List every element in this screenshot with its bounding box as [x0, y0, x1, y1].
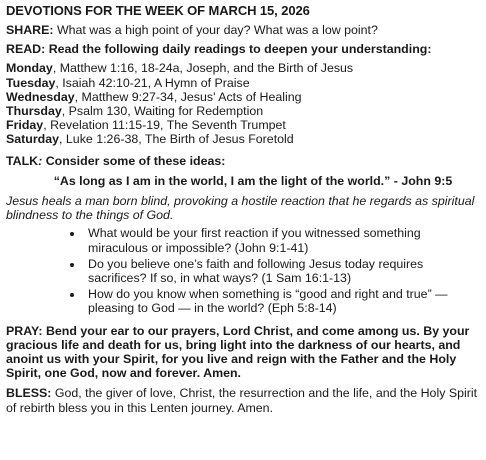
- reading-text: , Revelation 11:15-19, The Seventh Trumpet: [43, 118, 286, 133]
- discussion-questions: [6, 226, 480, 315]
- reading-item: [6, 132, 480, 146]
- talk-text: Consider some of these ideas:: [42, 153, 226, 168]
- read-section: [6, 42, 480, 56]
- talk-section: [6, 154, 480, 168]
- quote-text: “As long as I am in the world, I am the light of the world.”: [53, 173, 391, 188]
- reading-item: [6, 90, 480, 104]
- reading-item: [6, 76, 480, 90]
- reading-text: , Matthew 1:16, 18-24a, Joseph, and the Birth of Jesus: [52, 61, 354, 76]
- pray-label: PRAY:: [6, 323, 43, 338]
- read-text: Read the following daily readings to deepen your understanding:: [45, 42, 432, 57]
- question-item: • How do you know when something is “good and right and true” — pleasing to God — in the world? (Eph 5:8-14): [84, 287, 480, 315]
- reading-text: , Psalm 130, Waiting for Redemption: [61, 104, 264, 119]
- page-title: DEVOTIONS FOR THE WEEK OF MARCH 15, 2026: [6, 3, 310, 18]
- readings-list: [6, 61, 480, 146]
- quote-reference: - John 9:5: [390, 173, 453, 188]
- bless-section: [6, 386, 480, 414]
- reading-text: , Isaiah 42:10-21, A Hymn of Praise: [55, 75, 250, 90]
- share-section: [6, 23, 480, 37]
- bless-label: BLESS:: [6, 386, 52, 401]
- reading-day: Friday: [6, 118, 44, 133]
- share-label: SHARE:: [6, 23, 54, 37]
- reading-text: , Matthew 9:27-34, Jesus' Acts of Healing: [74, 89, 302, 104]
- reading-day: Tuesday: [6, 75, 56, 90]
- reading-item: [6, 61, 480, 75]
- talk-colon: :: [38, 153, 43, 168]
- share-text: What was a high point of your day? What was a low point?: [53, 23, 378, 37]
- question-item: • Do you believe one’s faith and following Jesus today requires sacrifices? If so, in what ways? (1 Sam 16:1-13): [84, 257, 480, 285]
- reading-day: Monday: [6, 61, 53, 76]
- reading-summary: Jesus heals a man born blind, provoking a hostile reaction that he regards as spiritual blindness to the things of God.: [6, 194, 475, 223]
- talk-label: TALK: [6, 153, 39, 168]
- reading-day: Thursday: [6, 104, 62, 119]
- reading-day: Saturday: [6, 132, 60, 147]
- reading-item: [6, 118, 480, 132]
- pray-text: Bend your ear to our prayers, Lord Christ, and come among us. By your gracious life and death for us, bring light into the darkness of our hearts, and anoint us with your Spirit, for you live and reign with the Father and the Holy Spirit, one God, now and forever. Amen.: [6, 323, 470, 381]
- pray-section: [6, 324, 480, 381]
- reading-text: , Luke 1:26-38, The Birth of Jesus Foretold: [59, 132, 294, 147]
- scripture-quote: [6, 174, 480, 188]
- reading-day: Wednesday: [6, 89, 75, 104]
- reading-item: [6, 104, 480, 118]
- question-item: • What would be your first reaction if you witnessed something miraculous or impossible? (John 9:1-41): [84, 226, 480, 254]
- read-label: READ:: [6, 42, 46, 57]
- bless-text: God, the giver of love, Christ, the resurrection and the life, and the Holy Spirit of rebirth bless you in this Lenten journey. Amen.: [6, 386, 478, 415]
